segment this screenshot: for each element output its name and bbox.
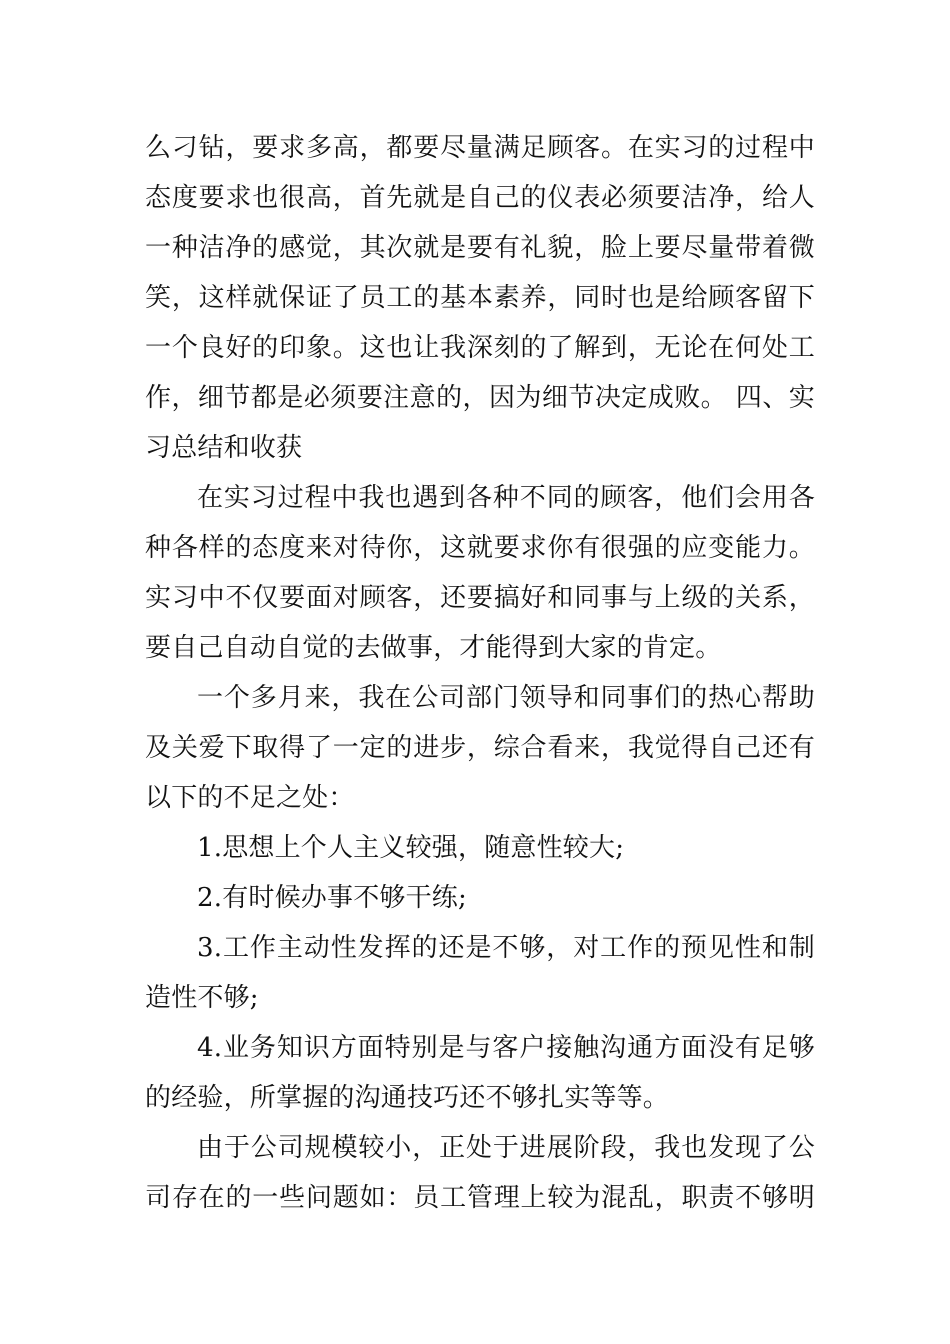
text-line: 作，细节都是必须要注意的，因为细节决定成败。 四、实 xyxy=(145,383,815,413)
section-heading-line: 习总结和收获 xyxy=(145,433,303,463)
text-line: 么刁钻，要求多高，都要尽量满足顾客。在实习的过程中 xyxy=(145,133,815,163)
text-line: 司存在的一些问题如：员工管理上较为混乱，职责不够明 xyxy=(145,1183,815,1213)
text-line: 一个良好的印象。这也让我深刻的了解到，无论在何处工 xyxy=(145,333,815,363)
list-item-continuation: 造性不够; xyxy=(145,983,259,1013)
text-line: 实习中不仅要面对顾客，还要搞好和同事与上级的关系， xyxy=(145,583,815,613)
text-line: 要自己自动自觉的去做事，才能得到大家的肯定。 xyxy=(145,633,722,663)
list-item-continuation: 的经验，所掌握的沟通技巧还不够扎实等等。 xyxy=(145,1083,670,1113)
text-line: 笑，这样就保证了员工的基本素养，同时也是给顾客留下 xyxy=(145,283,815,313)
text-line: 一种洁净的感觉，其次就是要有礼貌，脸上要尽量带着微 xyxy=(145,233,815,263)
paragraph-first-line: 一个多月来，我在公司部门领导和同事们的热心帮助 xyxy=(197,683,815,713)
text-line: 种各样的态度来对待你，这就要求你有很强的应变能力。 xyxy=(145,533,815,563)
list-item: 4.业务知识方面特别是与客户接触沟通方面没有足够 xyxy=(197,1033,815,1063)
paragraph-first-line: 在实习过程中我也遇到各种不同的顾客，他们会用各 xyxy=(197,483,815,513)
list-item: 3.工作主动性发挥的还是不够，对工作的预见性和制 xyxy=(197,933,815,963)
text-line: 以下的不足之处： xyxy=(145,783,355,813)
text-line: 及关爱下取得了一定的进步，综合看来，我觉得自己还有 xyxy=(145,733,815,763)
text-line: 态度要求也很高，首先就是自己的仪表必须要洁净，给人 xyxy=(145,183,815,213)
paragraph-first-line: 由于公司规模较小，正处于进展阶段，我也发现了公 xyxy=(197,1133,815,1163)
list-item: 2.有时候办事不够干练; xyxy=(197,883,467,913)
list-item: 1.思想上个人主义较强，随意性较大; xyxy=(197,833,625,863)
